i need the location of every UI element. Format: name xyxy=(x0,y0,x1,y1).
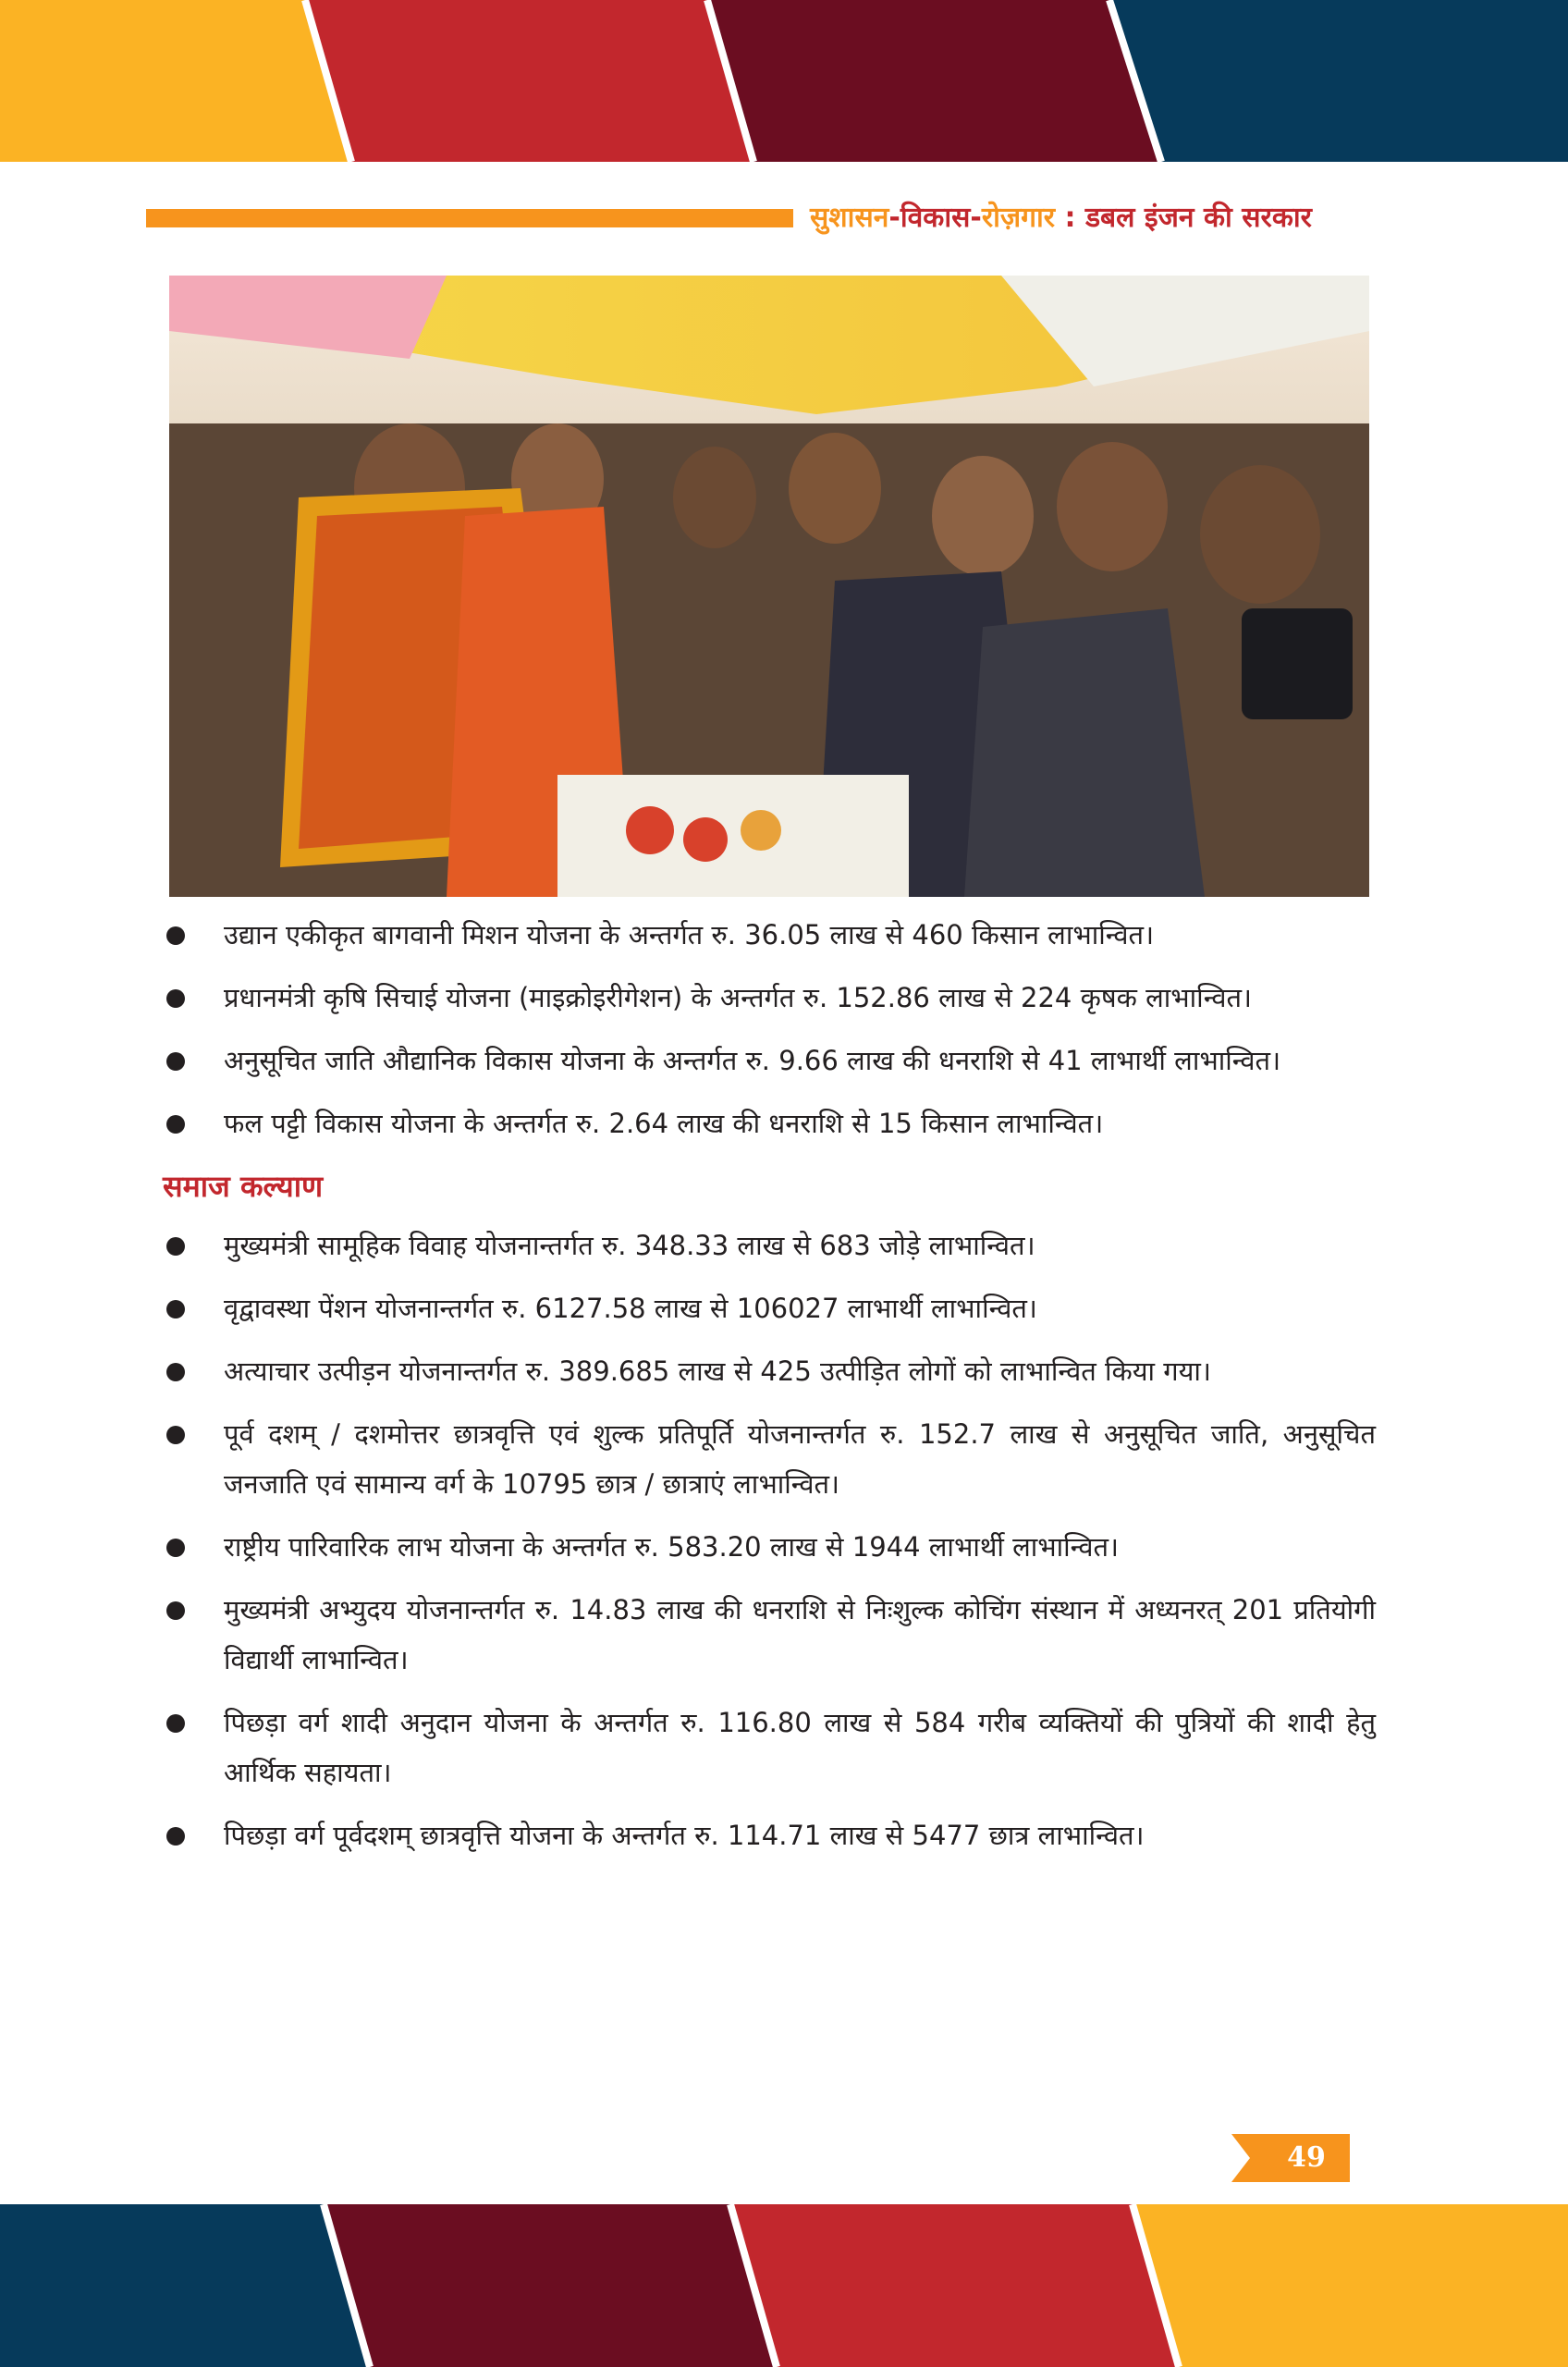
list-item xyxy=(163,1098,1376,1148)
list-item xyxy=(163,1346,1376,1396)
header-colon: : xyxy=(1055,202,1085,234)
list-item xyxy=(163,1036,1376,1085)
horticulture-list xyxy=(163,910,1376,1148)
running-header-title xyxy=(810,194,1429,242)
list-item xyxy=(163,973,1376,1023)
main-content xyxy=(163,910,1376,1873)
header-part-1: सुशासन xyxy=(810,202,889,234)
header-part-3: रोज़गार xyxy=(981,202,1056,234)
bullet-icon xyxy=(166,1115,185,1134)
list-item xyxy=(163,1698,1376,1797)
page-number: 49 xyxy=(1287,2141,1326,2174)
list-item xyxy=(163,1810,1376,1860)
bullet-icon xyxy=(166,1714,185,1733)
bullet-icon xyxy=(166,1539,185,1557)
list-item-text: प्रधानमंत्री कृषि सिचाई योजना (माइक्रोइरीगेशन) के अन्तर्गत रु. 152.86 लाख से 224 कृषक लाभान्वित। xyxy=(224,982,1253,1013)
list-item-text: अत्याचार उत्पीड़न योजनान्तर्गत रु. 389.685 लाख से 425 उत्पीड़ित लोगों को लाभान्वित किया गया। xyxy=(224,1355,1211,1387)
bullet-icon xyxy=(166,1237,185,1256)
bullet-icon xyxy=(166,1363,185,1381)
bullet-icon xyxy=(166,1426,185,1444)
bullet-icon xyxy=(166,1827,185,1846)
list-item-text: अनुसूचित जाति औद्यानिक विकास योजना के अन्तर्गत रु. 9.66 लाख की धनराशि से 41 लाभार्थी लाभान्वित। xyxy=(224,1045,1281,1076)
header-part-4: डबल इंजन की सरकार xyxy=(1084,202,1312,234)
top-decorative-band xyxy=(0,0,1568,162)
bullet-icon xyxy=(166,926,185,945)
list-item-text: मुख्यमंत्री सामूहिक विवाह योजनान्तर्गत रु. 348.33 लाख से 683 जोड़े लाभान्वित। xyxy=(224,1230,1035,1261)
header-dash-2: - xyxy=(970,202,982,234)
list-item-text: पिछड़ा वर्ग शादी अनुदान योजना के अन्तर्गत रु. 116.80 लाख से 584 गरीब व्यक्तियों की पुत्रियों की शादी हेतु आर्थिक सहायता। xyxy=(224,1707,1376,1788)
header-rule xyxy=(146,209,793,227)
list-item-text: वृद्वावस्था पेंशन योजनान्तर्गत रु. 6127.58 लाख से 106027 लाभार्थी लाभान्वित। xyxy=(224,1293,1037,1324)
list-item xyxy=(163,1585,1376,1685)
list-item-text: उद्यान एकीकृत बागवानी मिशन योजना के अन्तर्गत रु. 36.05 लाख से 460 किसान लाभान्वित। xyxy=(224,919,1155,950)
bullet-icon xyxy=(166,989,185,1008)
list-item-text: राष्ट्रीय पारिवारिक लाभ योजना के अन्तर्गत रु. 583.20 लाख से 1944 लाभार्थी लाभान्वित। xyxy=(224,1531,1119,1563)
social-welfare-list xyxy=(163,1220,1376,1860)
list-item-text: मुख्यमंत्री अभ्युदय योजनान्तर्गत रु. 14.83 लाख की धनराशि से निःशुल्क कोचिंग संस्थान में अध्यनरत् 201 प्रतियोगी विद्यार्थी लाभान्वित। xyxy=(224,1594,1376,1675)
list-item xyxy=(163,1409,1376,1509)
bullet-icon xyxy=(166,1601,185,1620)
section-heading: समाज कल्याण xyxy=(163,1169,324,1204)
list-item xyxy=(163,1283,1376,1333)
header-dash-1: - xyxy=(888,202,900,234)
bullet-icon xyxy=(166,1300,185,1318)
list-item xyxy=(163,1522,1376,1572)
list-item xyxy=(163,910,1376,960)
bottom-decorative-band xyxy=(0,2204,1568,2367)
page-number-tab xyxy=(1231,2134,1350,2182)
list-item xyxy=(163,1220,1376,1270)
list-item-text: फल पट्टी विकास योजना के अन्तर्गत रु. 2.64 लाख की धनराशि से 15 किसान लाभान्वित। xyxy=(224,1108,1104,1139)
header-part-2: विकास xyxy=(900,202,971,234)
bullet-icon xyxy=(166,1052,185,1071)
event-photo xyxy=(169,276,1369,897)
list-item-text: पूर्व दशम् / दशमोत्तर छात्रवृत्ति एवं शुल्क प्रतिपूर्ति योजनान्तर्गत रु. 152.7 लाख से अनुसूचित जाति, अनुसूचित जनजाति एवं सामान्य वर्ग के 10795 छात्र / छात्राएं लाभान्वित। xyxy=(224,1418,1376,1500)
list-item-text: पिछड़ा वर्ग पूर्वदशम् छात्रवृत्ति योजना के अन्तर्गत रु. 114.71 लाख से 5477 छात्र लाभान्वित। xyxy=(224,1820,1145,1851)
